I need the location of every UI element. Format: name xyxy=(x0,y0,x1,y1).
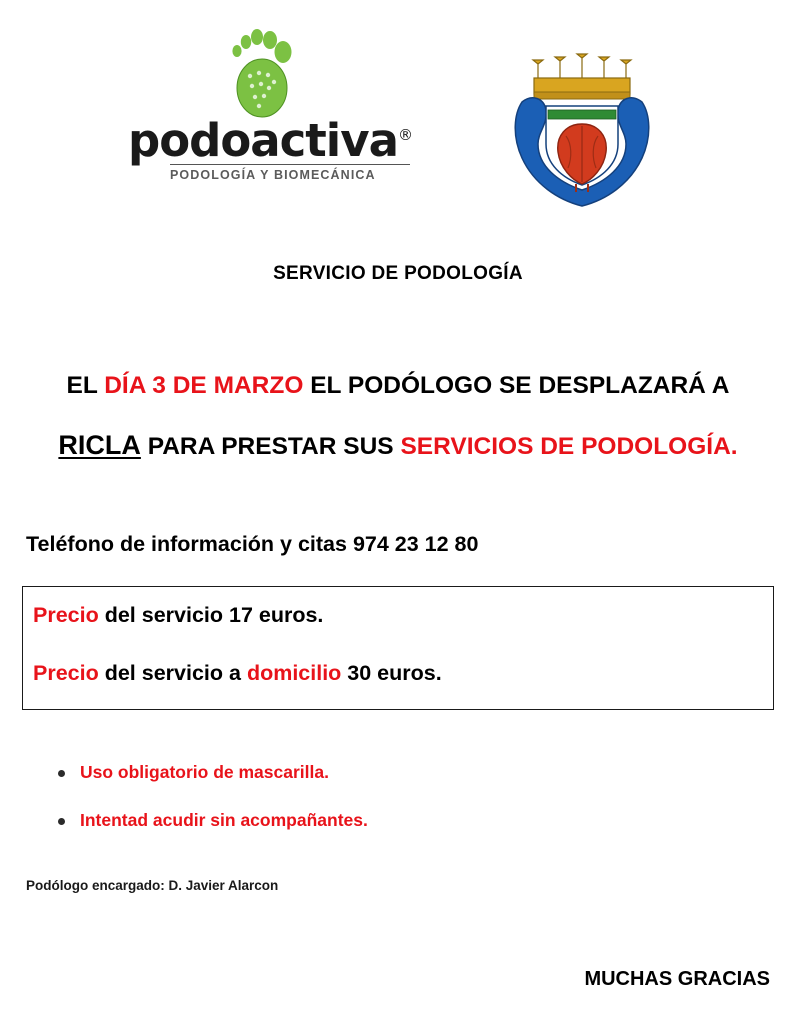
price-line-home xyxy=(33,661,442,686)
price-text-1: del servicio 17 euros. xyxy=(98,603,324,627)
headline-services-highlight: SERVICIOS DE PODOLOGÍA. xyxy=(400,433,738,460)
price-text-2a: del servicio a xyxy=(98,661,247,685)
podoactiva-wordmark xyxy=(128,114,412,167)
podoactiva-logo xyxy=(128,26,412,186)
list-item: Uso obligatorio de mascarilla. xyxy=(56,762,756,783)
registered-mark: ® xyxy=(397,126,412,144)
headline-line1-part2: EL PODÓLOGO SE DESPLAZARÁ A xyxy=(303,372,730,399)
price-box xyxy=(22,586,774,710)
town-name: RICLA xyxy=(58,430,141,460)
headline-line1-part1: EL xyxy=(66,372,105,399)
price-home-highlight: domicilio xyxy=(246,661,342,685)
logo-row xyxy=(0,18,796,218)
podoactiva-tagline: PODOLOGÍA Y BIOMECÁNICA xyxy=(170,164,410,182)
headline-line-1 xyxy=(0,372,796,400)
price-label-1: Precio xyxy=(33,603,99,627)
thanks-note: MUCHAS GRACIAS xyxy=(584,968,770,990)
podoactiva-wordmark-text: podoactiva xyxy=(128,114,398,167)
ricla-coat-of-arms-icon xyxy=(492,40,672,210)
price-label-2: Precio xyxy=(33,661,99,685)
phone-line: Teléfono de información y citas 974 23 12 80 xyxy=(26,532,479,556)
podologo-credit: Podólogo encargado: D. Javier Alarcon xyxy=(26,878,279,893)
price-text-2b: 30 euros. xyxy=(341,661,442,685)
list-item: Intentad acudir sin acompañantes. xyxy=(56,810,756,831)
price-line-standard xyxy=(33,603,323,628)
headline-line-2 xyxy=(0,430,796,461)
headline-date-highlight: DÍA 3 DE MARZO xyxy=(104,372,304,399)
footprint-icon xyxy=(228,26,312,118)
headline-line2-part1: PARA PRESTAR SUS xyxy=(140,433,401,460)
rules-list xyxy=(56,762,756,858)
service-title: SERVICIO DE PODOLOGÍA xyxy=(273,263,523,284)
